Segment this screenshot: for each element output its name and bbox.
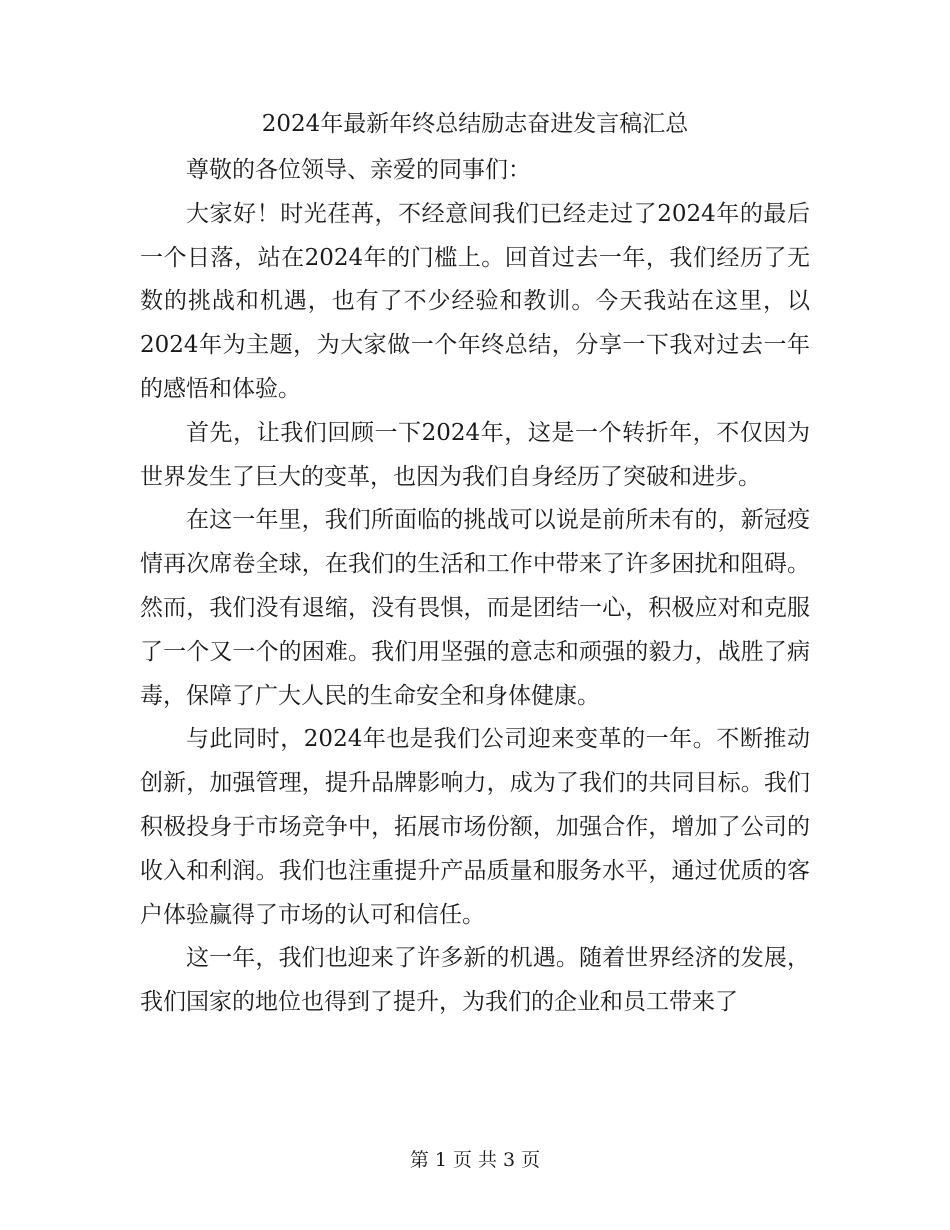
body-paragraph: 在这一年里，我们所面临的挑战可以说是前所未有的，新冠疫情再次席卷全球，在我们的生活和工作中带来了许多困扰和阻碍。然而，我们没有退缩，没有畏惧，而是团结一心，积极应对和克服了一个又一个的困难。我们用坚强的意志和顽强的毅力，战胜了病毒，保障了广大人民的生命安全和身体健康。: [140, 507, 810, 709]
body-paragraph: 首先，让我们回顾一下2024年，这是一个转折年，不仅因为世界发生了巨大的变革，也因为我们自身经历了突破和进步。: [140, 419, 810, 490]
page-footer: 第 1 页 共 3 页: [409, 1149, 541, 1171]
document-body: [140, 149, 810, 1025]
body-paragraph: 与此同时，2024年也是我们公司迎来变革的一年。不断推动创新，加强管理，提升品牌影响力，成为了我们的共同目标。我们积极投身于市场竞争中，拓展市场份额，加强合作，增加了公司的收入和利润。我们也注重提升产品质量和服务水平，通过优质的客户体验赢得了市场的认可和信任。: [140, 726, 810, 928]
document-title: 2024年最新年终总结励志奋进发言稿汇总: [261, 111, 689, 137]
body-paragraph: 大家好！时光荏苒，不经意间我们已经走过了2024年的最后一个日落，站在2024年的门槛上。回首过去一年，我们经历了无数的挑战和机遇，也有了不少经验和教训。今天我站在这里，以2024年为主题，为大家做一个年终总结，分享一下我对过去一年的感悟和体验。: [140, 200, 810, 402]
body-paragraph: 这一年，我们也迎来了许多新的机遇。随着世界经济的发展，我们国家的地位也得到了提升，为我们的企业和员工带来了: [140, 945, 810, 1016]
salutation-paragraph: 尊敬的各位领导、亲爱的同事们：: [186, 157, 531, 183]
